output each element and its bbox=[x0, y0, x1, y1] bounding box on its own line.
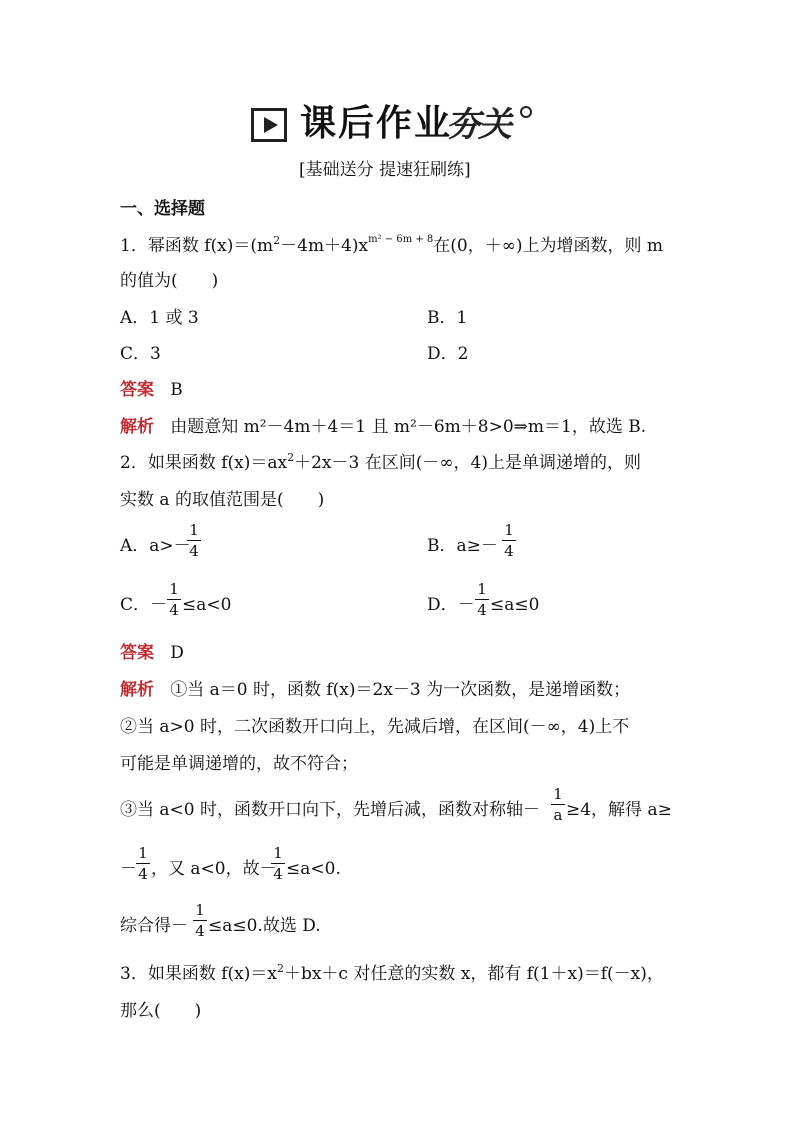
fraction bbox=[502, 522, 516, 559]
q2-option-c: C．－ bbox=[120, 595, 168, 615]
section-title: 一、选择题 bbox=[120, 199, 205, 219]
frac-den: 4 bbox=[138, 865, 148, 883]
frac-den-a: a bbox=[553, 806, 563, 824]
q2-answer: D bbox=[170, 643, 184, 663]
q2-option-c-tail: ≤a<0 bbox=[182, 595, 232, 615]
frac-num: 1 bbox=[504, 521, 514, 539]
logo: 夯关 bbox=[446, 105, 510, 145]
frac-den: 4 bbox=[273, 865, 283, 883]
q2-stem bbox=[120, 453, 641, 473]
q1-analysis: 由题意知 m²－4m＋4＝1 且 m²－6m＋8>0⇒m＝1，故选 B. bbox=[170, 417, 647, 437]
q2-analysis-line bbox=[120, 680, 630, 700]
fraction bbox=[475, 581, 489, 618]
q2-analysis-1: ①当 a＝0 时，函数 f(x)＝2x－3 为一次函数，是递增函数； bbox=[170, 680, 631, 700]
analysis-label: 解析 bbox=[120, 417, 154, 437]
logo-mark-icon bbox=[520, 106, 532, 118]
q2-analysis-4: ③当 a<0 时，函数开口向下，先增后减，函数对称轴－ bbox=[120, 800, 541, 820]
frac-den: 4 bbox=[169, 601, 179, 619]
q1-answer-line bbox=[120, 380, 183, 400]
frac-den: 4 bbox=[195, 922, 205, 940]
q1-stem-part: －4m＋4)x bbox=[280, 236, 369, 256]
q3-stem-part: 3．如果函数 f(x)＝x bbox=[120, 964, 277, 984]
q2-analysis-6: 综合得－ bbox=[120, 916, 188, 936]
q2-analysis-5-mid: ，又 a<0，故－ bbox=[151, 859, 277, 879]
analysis-label: 解析 bbox=[120, 680, 154, 700]
frac-num: 1 bbox=[273, 844, 283, 862]
q1-answer: B bbox=[170, 380, 183, 400]
frac-num: 1 bbox=[195, 901, 205, 919]
q1-stem bbox=[120, 236, 663, 256]
frac-den: 4 bbox=[504, 542, 514, 560]
q2-option-b: B．a≥－ bbox=[427, 536, 498, 556]
q1-sup: 2 bbox=[273, 234, 281, 247]
q2-analysis-3: 可能是单调递增的，故不符合； bbox=[120, 754, 358, 774]
q2-analysis-4-tail: ≥4，解得 a≥ bbox=[566, 800, 672, 820]
q2-analysis-2: ②当 a>0 时，二次函数开口向上，先减后增，在区间(－∞，4)上不 bbox=[120, 717, 630, 737]
fraction bbox=[167, 581, 181, 618]
frac-num: 1 bbox=[189, 521, 199, 539]
fraction bbox=[551, 786, 565, 823]
q3-sup: 2 bbox=[276, 962, 284, 975]
q2-option-d: D．－ bbox=[427, 595, 475, 615]
frac-num: 1 bbox=[169, 580, 179, 598]
q3-stem-part: ＋bx＋c 对任意的实数 x，都有 f(1＋x)＝f(－x)， bbox=[283, 964, 664, 984]
q3-stem bbox=[120, 964, 664, 984]
q1-exponent: m² − 6m + 8 bbox=[368, 234, 434, 245]
q2-analysis-5-tail: ≤a<0. bbox=[286, 859, 341, 879]
q1-analysis-line bbox=[120, 417, 646, 437]
frac-num: 1 bbox=[553, 785, 563, 803]
frac-den: 4 bbox=[189, 542, 199, 560]
frac-den: 4 bbox=[477, 601, 487, 619]
q2-stem-line2: 实数 a 的取值范围是( ) bbox=[120, 490, 325, 510]
fraction bbox=[136, 845, 150, 882]
q2-stem-part: ＋2x－3 在区间(－∞，4)上是单调递增的，则 bbox=[294, 453, 641, 473]
play-icon bbox=[251, 108, 287, 142]
q2-option-a: A．a>－ bbox=[120, 536, 191, 556]
q2-stem-part: 2．如果函数 f(x)＝ax bbox=[120, 453, 288, 473]
q1-option-b: B．1 bbox=[427, 308, 468, 328]
q1-stem-line2: 的值为( ) bbox=[120, 271, 219, 291]
frac-num: 1 bbox=[138, 844, 148, 862]
answer-label: 答案 bbox=[120, 643, 154, 663]
answer-label: 答案 bbox=[120, 380, 154, 400]
q1-stem-part: 在(0，＋∞)上为增函数，则 m bbox=[433, 236, 664, 256]
q1-option-a: A．1 或 3 bbox=[120, 308, 199, 328]
q1-option-c: C．3 bbox=[120, 344, 161, 364]
q2-analysis-6-tail: ≤a≤0.故选 D. bbox=[208, 916, 321, 936]
q2-option-d-tail: ≤a≤0 bbox=[490, 595, 540, 615]
page-title: 课后作业 bbox=[300, 103, 453, 144]
q2-sup: 2 bbox=[287, 451, 295, 464]
fraction bbox=[271, 845, 285, 882]
q1-option-d: D．2 bbox=[427, 344, 469, 364]
page-subtitle: [基础送分 提速狂刷练] bbox=[299, 160, 471, 180]
q2-answer-line bbox=[120, 643, 184, 663]
q2-analysis-5: － bbox=[120, 859, 137, 879]
fraction bbox=[187, 522, 201, 559]
frac-num: 1 bbox=[477, 580, 487, 598]
q3-stem-line2: 那么( ) bbox=[120, 1001, 202, 1021]
fraction bbox=[193, 902, 207, 939]
q1-stem-part: 1．幂函数 f(x)＝(m bbox=[120, 236, 274, 256]
